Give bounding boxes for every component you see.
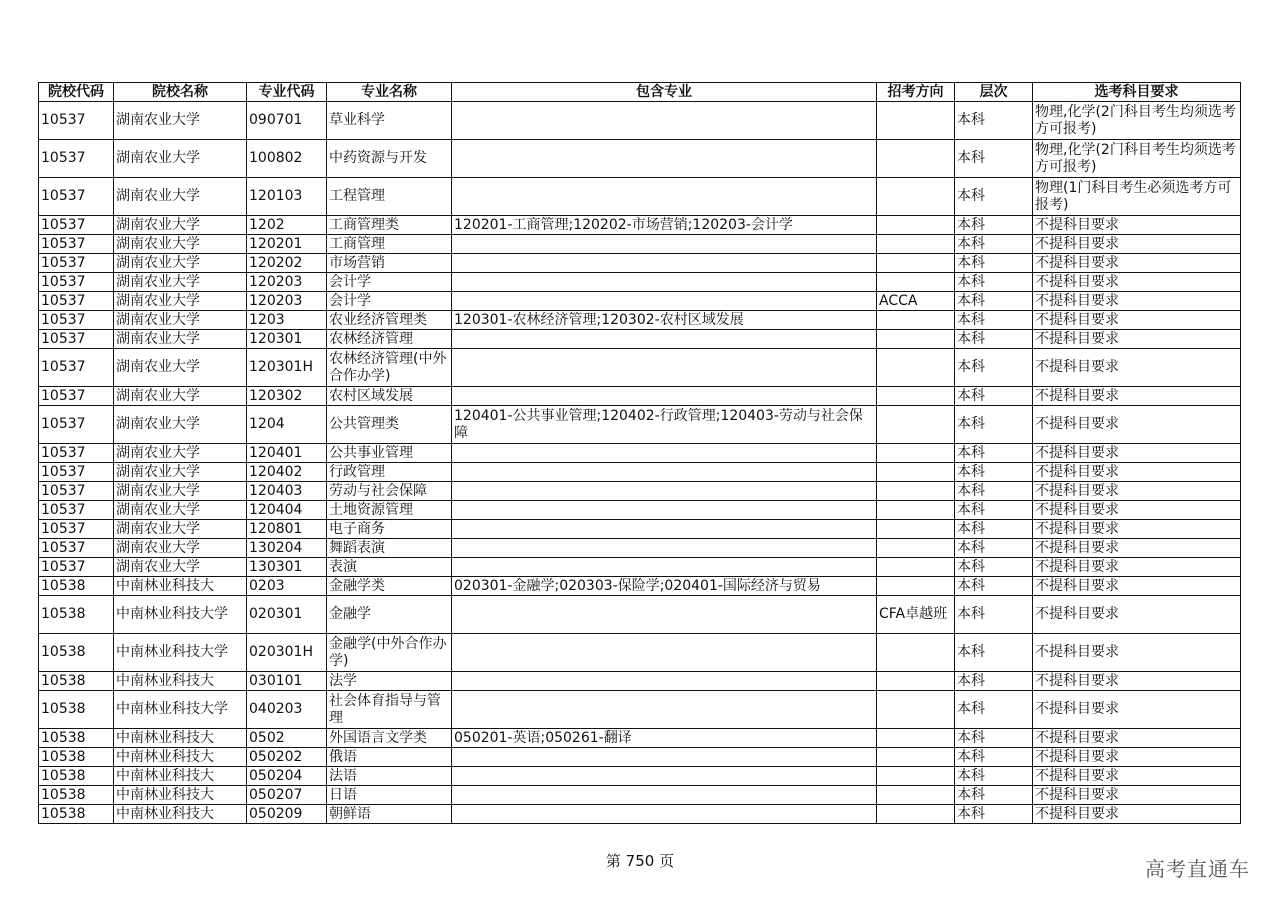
cell-school-code: 10537 <box>39 520 114 539</box>
cell-school-code: 10537 <box>39 558 114 577</box>
cell-major-name: 工程管理 <box>327 178 452 216</box>
cell-school-code: 10538 <box>39 729 114 748</box>
cell-included-majors <box>452 558 877 577</box>
cell-major-code: 090701 <box>247 102 327 140</box>
cell-school-code: 10537 <box>39 539 114 558</box>
cell-school-code: 10537 <box>39 102 114 140</box>
cell-subject-requirements: 不提科目要求 <box>1033 786 1241 805</box>
cell-major-name: 市场营销 <box>327 254 452 273</box>
cell-level: 本科 <box>955 349 1033 387</box>
cell-included-majors <box>452 178 877 216</box>
cell-school-name: 中南林业科技大 <box>114 748 247 767</box>
cell-included-majors <box>452 672 877 691</box>
header-direction: 招考方向 <box>877 83 955 102</box>
cell-school-name: 中南林业科技大 <box>114 805 247 824</box>
watermark: 高考直通车 <box>1145 857 1250 881</box>
cell-level: 本科 <box>955 102 1033 140</box>
cell-school-name: 湖南农业大学 <box>114 178 247 216</box>
table-row <box>39 558 1241 577</box>
cell-level: 本科 <box>955 178 1033 216</box>
cell-major-code: 120404 <box>247 501 327 520</box>
cell-direction <box>877 786 955 805</box>
cell-school-name: 湖南农业大学 <box>114 235 247 254</box>
cell-included-majors <box>452 786 877 805</box>
cell-school-code: 10537 <box>39 235 114 254</box>
cell-school-code: 10537 <box>39 254 114 273</box>
cell-school-code: 10538 <box>39 634 114 672</box>
cell-level: 本科 <box>955 786 1033 805</box>
table-row <box>39 672 1241 691</box>
table-row <box>39 406 1241 444</box>
cell-direction <box>877 406 955 444</box>
cell-major-name: 中药资源与开发 <box>327 140 452 178</box>
cell-major-name: 法学 <box>327 672 452 691</box>
cell-school-code: 10538 <box>39 786 114 805</box>
cell-major-code: 0502 <box>247 729 327 748</box>
cell-subject-requirements: 不提科目要求 <box>1033 539 1241 558</box>
cell-major-name: 朝鲜语 <box>327 805 452 824</box>
cell-school-code: 10538 <box>39 672 114 691</box>
cell-level: 本科 <box>955 311 1033 330</box>
cell-major-name: 金融学(中外合作办学) <box>327 634 452 672</box>
cell-subject-requirements: 不提科目要求 <box>1033 292 1241 311</box>
cell-school-name: 中南林业科技大 <box>114 786 247 805</box>
cell-school-code: 10538 <box>39 577 114 596</box>
cell-level: 本科 <box>955 767 1033 786</box>
cell-major-code: 1204 <box>247 406 327 444</box>
cell-major-code: 120201 <box>247 235 327 254</box>
cell-school-name: 湖南农业大学 <box>114 520 247 539</box>
cell-school-code: 10537 <box>39 406 114 444</box>
cell-major-name: 舞蹈表演 <box>327 539 452 558</box>
header-school-name: 院校名称 <box>114 83 247 102</box>
cell-school-name: 湖南农业大学 <box>114 216 247 235</box>
cell-subject-requirements: 不提科目要求 <box>1033 672 1241 691</box>
cell-included-majors <box>452 102 877 140</box>
cell-subject-requirements: 物理(1门科目考生必须选考方可报考) <box>1033 178 1241 216</box>
cell-school-name: 湖南农业大学 <box>114 463 247 482</box>
cell-school-code: 10537 <box>39 463 114 482</box>
cell-direction <box>877 691 955 729</box>
cell-major-code: 120301H <box>247 349 327 387</box>
cell-direction <box>877 539 955 558</box>
cell-school-name: 湖南农业大学 <box>114 406 247 444</box>
table-row <box>39 805 1241 824</box>
cell-included-majors <box>452 805 877 824</box>
cell-subject-requirements: 不提科目要求 <box>1033 444 1241 463</box>
cell-school-code: 10538 <box>39 748 114 767</box>
cell-major-name: 土地资源管理 <box>327 501 452 520</box>
cell-level: 本科 <box>955 330 1033 349</box>
table-row <box>39 691 1241 729</box>
table-row <box>39 254 1241 273</box>
cell-major-name: 公共管理类 <box>327 406 452 444</box>
cell-major-code: 120403 <box>247 482 327 501</box>
cell-school-name: 湖南农业大学 <box>114 482 247 501</box>
cell-school-name: 中南林业科技大 <box>114 577 247 596</box>
cell-major-name: 公共事业管理 <box>327 444 452 463</box>
cell-school-name: 湖南农业大学 <box>114 501 247 520</box>
cell-subject-requirements: 不提科目要求 <box>1033 501 1241 520</box>
cell-subject-requirements: 不提科目要求 <box>1033 729 1241 748</box>
cell-included-majors: 120201-工商管理;120202-市场营销;120203-会计学 <box>452 216 877 235</box>
cell-major-name: 行政管理 <box>327 463 452 482</box>
cell-subject-requirements: 不提科目要求 <box>1033 691 1241 729</box>
cell-major-code: 120203 <box>247 273 327 292</box>
cell-school-code: 10537 <box>39 216 114 235</box>
cell-major-code: 120402 <box>247 463 327 482</box>
cell-major-code: 120203 <box>247 292 327 311</box>
cell-level: 本科 <box>955 235 1033 254</box>
table-row <box>39 596 1241 634</box>
table-row <box>39 520 1241 539</box>
cell-major-name: 表演 <box>327 558 452 577</box>
cell-school-code: 10537 <box>39 140 114 178</box>
cell-major-code: 120401 <box>247 444 327 463</box>
cell-major-name: 俄语 <box>327 748 452 767</box>
table-row <box>39 311 1241 330</box>
table-row <box>39 216 1241 235</box>
cell-school-code: 10537 <box>39 482 114 501</box>
cell-included-majors <box>452 634 877 672</box>
cell-direction <box>877 216 955 235</box>
cell-direction <box>877 463 955 482</box>
cell-major-code: 120301 <box>247 330 327 349</box>
table-row <box>39 748 1241 767</box>
cell-included-majors <box>452 767 877 786</box>
cell-included-majors: 020301-金融学;020303-保险学;020401-国际经济与贸易 <box>452 577 877 596</box>
cell-direction: ACCA <box>877 292 955 311</box>
cell-level: 本科 <box>955 748 1033 767</box>
cell-direction <box>877 558 955 577</box>
cell-school-code: 10537 <box>39 292 114 311</box>
cell-school-code: 10537 <box>39 349 114 387</box>
cell-school-name: 中南林业科技大学 <box>114 634 247 672</box>
cell-subject-requirements: 不提科目要求 <box>1033 558 1241 577</box>
cell-included-majors <box>452 292 877 311</box>
cell-direction <box>877 102 955 140</box>
cell-subject-requirements: 物理,化学(2门科目考生均须选考方可报考) <box>1033 140 1241 178</box>
page-number: 第 750 页 <box>605 852 675 870</box>
cell-level: 本科 <box>955 691 1033 729</box>
cell-major-name: 金融学 <box>327 596 452 634</box>
cell-level: 本科 <box>955 216 1033 235</box>
cell-included-majors <box>452 349 877 387</box>
cell-school-name: 中南林业科技大 <box>114 672 247 691</box>
cell-direction <box>877 387 955 406</box>
table-row <box>39 387 1241 406</box>
header-level: 层次 <box>955 83 1033 102</box>
cell-included-majors <box>452 463 877 482</box>
cell-major-code: 120202 <box>247 254 327 273</box>
cell-included-majors <box>452 520 877 539</box>
table-row <box>39 767 1241 786</box>
cell-included-majors <box>452 235 877 254</box>
cell-subject-requirements: 不提科目要求 <box>1033 520 1241 539</box>
cell-level: 本科 <box>955 729 1033 748</box>
cell-level: 本科 <box>955 273 1033 292</box>
table-row <box>39 634 1241 672</box>
cell-subject-requirements: 不提科目要求 <box>1033 748 1241 767</box>
cell-school-name: 湖南农业大学 <box>114 292 247 311</box>
cell-school-code: 10537 <box>39 178 114 216</box>
cell-major-name: 会计学 <box>327 273 452 292</box>
cell-subject-requirements: 不提科目要求 <box>1033 254 1241 273</box>
cell-major-code: 100802 <box>247 140 327 178</box>
cell-direction <box>877 178 955 216</box>
cell-included-majors <box>452 482 877 501</box>
table-row <box>39 330 1241 349</box>
cell-school-name: 中南林业科技大学 <box>114 596 247 634</box>
cell-school-name: 湖南农业大学 <box>114 140 247 178</box>
cell-direction <box>877 729 955 748</box>
cell-direction <box>877 520 955 539</box>
cell-major-name: 工商管理 <box>327 235 452 254</box>
cell-school-code: 10537 <box>39 501 114 520</box>
cell-subject-requirements: 不提科目要求 <box>1033 311 1241 330</box>
cell-major-code: 030101 <box>247 672 327 691</box>
cell-major-code: 130204 <box>247 539 327 558</box>
cell-direction <box>877 767 955 786</box>
cell-major-name: 劳动与社会保障 <box>327 482 452 501</box>
cell-direction <box>877 235 955 254</box>
cell-major-name: 会计学 <box>327 292 452 311</box>
cell-direction <box>877 140 955 178</box>
cell-level: 本科 <box>955 596 1033 634</box>
cell-subject-requirements: 不提科目要求 <box>1033 387 1241 406</box>
cell-level: 本科 <box>955 482 1033 501</box>
cell-major-code: 120302 <box>247 387 327 406</box>
cell-direction <box>877 444 955 463</box>
cell-school-code: 10537 <box>39 311 114 330</box>
table-row <box>39 482 1241 501</box>
cell-major-name: 法语 <box>327 767 452 786</box>
cell-level: 本科 <box>955 805 1033 824</box>
cell-school-name: 中南林业科技大 <box>114 767 247 786</box>
cell-subject-requirements: 物理,化学(2门科目考生均须选考方可报考) <box>1033 102 1241 140</box>
cell-school-name: 湖南农业大学 <box>114 558 247 577</box>
cell-level: 本科 <box>955 539 1033 558</box>
cell-school-name: 湖南农业大学 <box>114 349 247 387</box>
cell-included-majors: 050201-英语;050261-翻译 <box>452 729 877 748</box>
cell-level: 本科 <box>955 140 1033 178</box>
cell-subject-requirements: 不提科目要求 <box>1033 330 1241 349</box>
cell-direction <box>877 349 955 387</box>
cell-major-code: 120801 <box>247 520 327 539</box>
cell-major-code: 050207 <box>247 786 327 805</box>
cell-level: 本科 <box>955 558 1033 577</box>
cell-direction <box>877 330 955 349</box>
cell-major-name: 工商管理类 <box>327 216 452 235</box>
cell-included-majors <box>452 596 877 634</box>
table-row <box>39 501 1241 520</box>
cell-included-majors <box>452 444 877 463</box>
cell-school-code: 10538 <box>39 767 114 786</box>
cell-included-majors <box>452 691 877 729</box>
cell-school-code: 10537 <box>39 444 114 463</box>
cell-major-code: 050204 <box>247 767 327 786</box>
table-row <box>39 729 1241 748</box>
cell-major-code: 130301 <box>247 558 327 577</box>
cell-subject-requirements: 不提科目要求 <box>1033 805 1241 824</box>
cell-major-name: 金融学类 <box>327 577 452 596</box>
cell-direction <box>877 482 955 501</box>
cell-school-code: 10537 <box>39 330 114 349</box>
header-major-name: 专业名称 <box>327 83 452 102</box>
cell-level: 本科 <box>955 387 1033 406</box>
cell-subject-requirements: 不提科目要求 <box>1033 577 1241 596</box>
cell-major-code: 0203 <box>247 577 327 596</box>
cell-level: 本科 <box>955 520 1033 539</box>
header-major-code: 专业代码 <box>247 83 327 102</box>
cell-level: 本科 <box>955 577 1033 596</box>
cell-level: 本科 <box>955 292 1033 311</box>
cell-level: 本科 <box>955 672 1033 691</box>
cell-included-majors: 120401-公共事业管理;120402-行政管理;120403-劳动与社会保障 <box>452 406 877 444</box>
cell-school-name: 湖南农业大学 <box>114 311 247 330</box>
cell-school-code: 10537 <box>39 387 114 406</box>
table-header <box>39 83 1241 102</box>
cell-included-majors <box>452 501 877 520</box>
cell-school-name: 湖南农业大学 <box>114 273 247 292</box>
cell-subject-requirements: 不提科目要求 <box>1033 349 1241 387</box>
cell-included-majors <box>452 273 877 292</box>
cell-major-code: 050209 <box>247 805 327 824</box>
cell-school-name: 湖南农业大学 <box>114 444 247 463</box>
table-row <box>39 577 1241 596</box>
cell-direction <box>877 805 955 824</box>
cell-school-name: 中南林业科技大学 <box>114 691 247 729</box>
cell-school-code: 10538 <box>39 691 114 729</box>
header-row <box>39 83 1241 102</box>
cell-direction <box>877 311 955 330</box>
cell-major-name: 草业科学 <box>327 102 452 140</box>
cell-subject-requirements: 不提科目要求 <box>1033 634 1241 672</box>
cell-school-name: 中南林业科技大 <box>114 729 247 748</box>
cell-level: 本科 <box>955 406 1033 444</box>
cell-included-majors <box>452 140 877 178</box>
cell-direction <box>877 577 955 596</box>
cell-major-name: 日语 <box>327 786 452 805</box>
cell-school-name: 湖南农业大学 <box>114 387 247 406</box>
header-subject-requirements: 选考科目要求 <box>1033 83 1241 102</box>
cell-school-name: 湖南农业大学 <box>114 254 247 273</box>
cell-major-code: 020301H <box>247 634 327 672</box>
cell-major-name: 外国语言文学类 <box>327 729 452 748</box>
table-row <box>39 444 1241 463</box>
cell-direction <box>877 254 955 273</box>
table-row <box>39 463 1241 482</box>
cell-school-code: 10537 <box>39 273 114 292</box>
cell-level: 本科 <box>955 634 1033 672</box>
table-row <box>39 786 1241 805</box>
cell-subject-requirements: 不提科目要求 <box>1033 216 1241 235</box>
table-row <box>39 102 1241 140</box>
cell-direction <box>877 672 955 691</box>
cell-school-code: 10538 <box>39 596 114 634</box>
cell-included-majors <box>452 539 877 558</box>
cell-major-name: 农林经济管理 <box>327 330 452 349</box>
cell-included-majors <box>452 330 877 349</box>
header-included-majors: 包含专业 <box>452 83 877 102</box>
cell-subject-requirements: 不提科目要求 <box>1033 767 1241 786</box>
table-row <box>39 273 1241 292</box>
cell-level: 本科 <box>955 463 1033 482</box>
cell-major-code: 120103 <box>247 178 327 216</box>
cell-school-name: 湖南农业大学 <box>114 102 247 140</box>
cell-level: 本科 <box>955 254 1033 273</box>
cell-included-majors: 120301-农林经济管理;120302-农村区域发展 <box>452 311 877 330</box>
cell-direction: CFA卓越班 <box>877 596 955 634</box>
header-school-code: 院校代码 <box>39 83 114 102</box>
cell-level: 本科 <box>955 444 1033 463</box>
cell-major-code: 1203 <box>247 311 327 330</box>
cell-direction <box>877 748 955 767</box>
cell-level: 本科 <box>955 501 1033 520</box>
cell-major-name: 电子商务 <box>327 520 452 539</box>
cell-subject-requirements: 不提科目要求 <box>1033 596 1241 634</box>
table-body <box>39 102 1241 824</box>
cell-subject-requirements: 不提科目要求 <box>1033 463 1241 482</box>
cell-major-code: 020301 <box>247 596 327 634</box>
table-row <box>39 539 1241 558</box>
cell-included-majors <box>452 748 877 767</box>
table-row <box>39 235 1241 254</box>
cell-subject-requirements: 不提科目要求 <box>1033 406 1241 444</box>
table-row <box>39 178 1241 216</box>
cell-major-name: 农林经济管理(中外合作办学) <box>327 349 452 387</box>
cell-direction <box>877 501 955 520</box>
cell-major-name: 农村区域发展 <box>327 387 452 406</box>
cell-major-name: 农业经济管理类 <box>327 311 452 330</box>
cell-major-name: 社会体育指导与管理 <box>327 691 452 729</box>
cell-direction <box>877 634 955 672</box>
majors-table <box>38 82 1241 824</box>
cell-subject-requirements: 不提科目要求 <box>1033 235 1241 254</box>
cell-major-code: 050202 <box>247 748 327 767</box>
cell-direction <box>877 273 955 292</box>
cell-school-name: 湖南农业大学 <box>114 330 247 349</box>
table-row <box>39 140 1241 178</box>
cell-subject-requirements: 不提科目要求 <box>1033 482 1241 501</box>
table-row <box>39 292 1241 311</box>
cell-major-code: 1202 <box>247 216 327 235</box>
cell-subject-requirements: 不提科目要求 <box>1033 273 1241 292</box>
cell-school-name: 湖南农业大学 <box>114 539 247 558</box>
cell-included-majors <box>452 387 877 406</box>
cell-included-majors <box>452 254 877 273</box>
table-row <box>39 349 1241 387</box>
cell-school-code: 10538 <box>39 805 114 824</box>
cell-major-code: 040203 <box>247 691 327 729</box>
